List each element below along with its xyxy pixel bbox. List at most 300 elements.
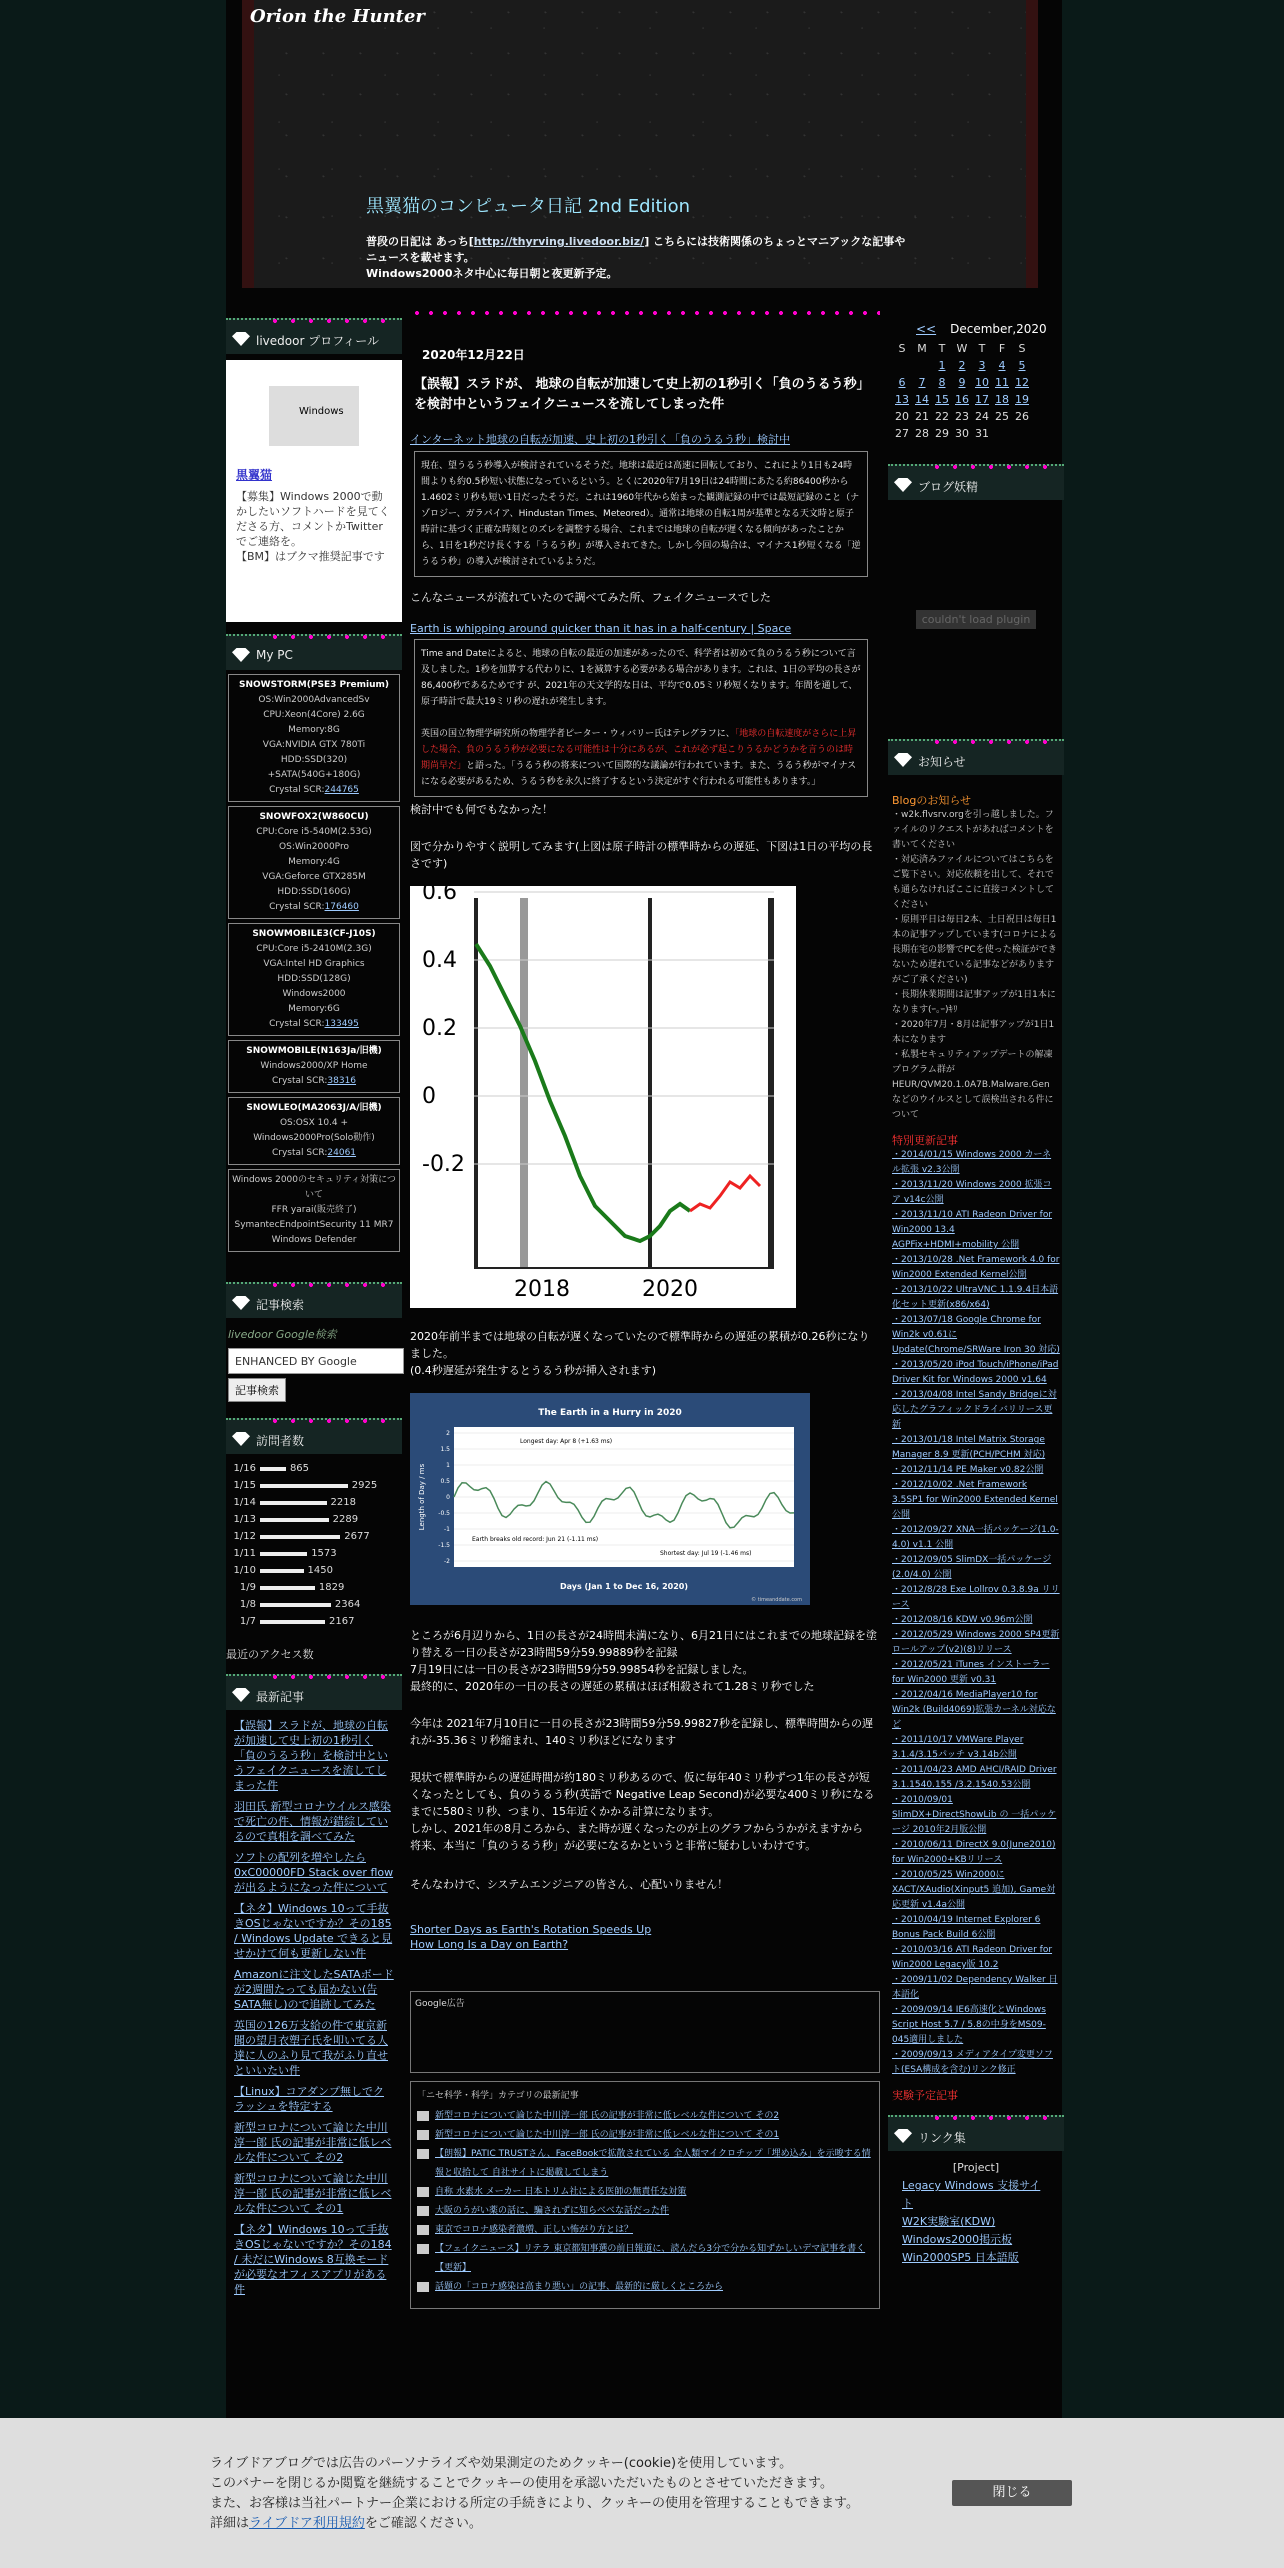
visit-row bbox=[230, 1596, 398, 1613]
pc-spec: Memory:4G bbox=[288, 857, 340, 867]
recent-article-link[interactable]: Amazonに注文したSATAボードが2週間たっても届かない(告SATA無し)ので追跡してみた bbox=[234, 1968, 394, 2011]
search-logo: livedoor Google検索 bbox=[228, 1328, 337, 1341]
calendar-cell bbox=[932, 374, 952, 391]
category-item bbox=[417, 2107, 873, 2126]
profile-box bbox=[226, 360, 402, 622]
google-ad-box[interactable] bbox=[410, 1991, 880, 2073]
para-5: ところが6月辺りから、1日の長さが24時間未満になり、6月21日にはこれまでの地球記録を塗り替える一日の長さが23時間59分59.99889秒を記録 7月19日には一日の長さが23時間59分59.99854秒を記録しました。 最終的に、2020年の一日の長さの遅延の累積はほぼ相殺されて1.28ミリ秒でした bbox=[410, 1629, 877, 1693]
visit-count: 2167 bbox=[329, 1616, 355, 1627]
recent-article-link[interactable]: 【誤報】スラドが、地球の自転が加速して史上初の1秒引く「負のうるう秒」を検討中というフェイクニュースを流してしまった件 bbox=[234, 1719, 388, 1792]
site-title[interactable]: Orion the Hunter bbox=[250, 6, 425, 27]
visit-date: 1/14 bbox=[233, 1497, 256, 1508]
calendar-date-link[interactable]: 9 bbox=[958, 376, 966, 389]
x-tick-label: 2018 bbox=[514, 1277, 570, 1302]
calendar-date-link[interactable]: 4 bbox=[998, 359, 1006, 372]
post-title[interactable]: 【誤報】スラドが、 地球の自転が加速して史上初の1秒引く「負のうるう秒」を検討中というフェイクニュースを流してしまった件 bbox=[414, 377, 870, 412]
pc-name: SNOWMOBILE(N163Ja/旧機) bbox=[246, 1046, 382, 1056]
y-tick-label: -2 bbox=[444, 1558, 450, 1565]
pc-name: SNOWLEO(MA2063J/A/旧機) bbox=[246, 1103, 382, 1113]
mypc-header-text: My PC bbox=[256, 648, 293, 662]
bullet-icon bbox=[417, 2206, 429, 2216]
y-ticks bbox=[422, 886, 465, 1177]
y-tick-label: -0.5 bbox=[438, 1510, 450, 1517]
ref-link-2[interactable]: How Long Is a Day on Earth? bbox=[410, 1938, 569, 1951]
calendar-cell bbox=[892, 374, 912, 391]
grey-bar bbox=[520, 898, 528, 1268]
recent-header bbox=[226, 1674, 402, 1710]
y-tick-label: -1 bbox=[444, 1526, 450, 1533]
visit-bar bbox=[260, 1569, 304, 1573]
category-list bbox=[417, 2107, 873, 2297]
special-article-link[interactable]: ・2010/04/19 Internet Explorer 6 Bonus Pack Build 6公開 bbox=[892, 1915, 1041, 1940]
visit-row bbox=[230, 1528, 398, 1545]
calendar-cell bbox=[1012, 391, 1032, 408]
visit-row bbox=[230, 1545, 398, 1562]
pc-list bbox=[226, 674, 402, 1165]
notice-item: ・長期休業期間は記事アップが1日1本になります(ｰ｡ｰ)ｷﾘ bbox=[892, 990, 1056, 1015]
special-article-link[interactable]: ・2009/09/13 メディアタイプ変更ソフト(ESA構成を含む)リンク修正 bbox=[892, 2050, 1053, 2075]
cookie-line-4 bbox=[210, 2514, 1284, 2534]
visit-row bbox=[230, 1494, 398, 1511]
y-tick-label: 0.6 bbox=[422, 886, 457, 905]
visit-count: 2289 bbox=[332, 1514, 359, 1525]
special-article-link[interactable]: ・2012/10/02 .Net Framework 3.5SP1 for Win2000 Extended Kernel公開 bbox=[892, 1480, 1058, 1520]
category-link[interactable]: 新型コロナについて論じた中川淳一郎 氏の記事が非常に低レベルな件について その2 bbox=[435, 2111, 780, 2121]
gem-icon bbox=[894, 2129, 912, 2143]
bullet-icon bbox=[417, 2282, 429, 2292]
calendar-date: 28 bbox=[915, 427, 929, 440]
category-link[interactable]: 自称 水素水 メーカー 日本トリム社による医師の無責任な対策 bbox=[435, 2187, 687, 2197]
calendar-date: 22 bbox=[935, 410, 949, 423]
visit-bar bbox=[260, 1501, 327, 1505]
calendar-cell bbox=[992, 408, 1012, 425]
calendar-date: 25 bbox=[995, 410, 1009, 423]
visits-header bbox=[226, 1418, 402, 1454]
calendar-day-name: S bbox=[1018, 342, 1026, 355]
visit-count: 2925 bbox=[351, 1480, 378, 1491]
pc-spec: VGA:Intel HD Graphics bbox=[263, 959, 365, 969]
pc-spec: HDD:SSD(160G) bbox=[277, 887, 351, 897]
notice-item: ・私製セキュリティアップデートの解凍プログラム群が HEUR/QVM20.1.0A7B.Malware.Gen などのウイルスとして誤検出される件について bbox=[892, 1050, 1054, 1120]
calendar-cell bbox=[1012, 408, 1032, 425]
special-article-link[interactable]: ・2011/10/17 VMWare Player 3.1.4/3.15パッチ v3.14b公開 bbox=[892, 1735, 1024, 1760]
calendar-cell bbox=[892, 391, 912, 408]
visit-bar bbox=[260, 1552, 307, 1556]
pc-spec: OS:OSX 10.4 + bbox=[279, 1118, 349, 1128]
search-header bbox=[226, 1282, 402, 1318]
recent-article-link[interactable]: 【Linux】コアダンプ無しでクラッシュを特定する bbox=[234, 2085, 384, 2113]
calendar-date-link[interactable]: 1 bbox=[938, 359, 946, 372]
recent-header-text: 最新記事 bbox=[256, 1690, 305, 1704]
pc-scr-label: Crystal SCR: bbox=[269, 1019, 325, 1029]
notice-item: ・原則平日は毎日2本、土日祝日は毎日1本の記事アップしています(コロナによる長期在宅の影響でPCを使った検証ができないため遅れている記事などがありますがご了承ください) bbox=[892, 915, 1057, 985]
pc-spec: Memory:8G bbox=[288, 725, 340, 735]
calendar-cell bbox=[932, 425, 952, 442]
para-2: 検討中でも何でもなかった！ bbox=[410, 803, 553, 816]
recent-article-link[interactable]: 新型コロナについて論じた中川淳一郎 氏の記事が非常に低レベルな件について その2 bbox=[234, 2121, 392, 2164]
header-rim-left bbox=[242, 0, 254, 288]
para-1: こんなニュースが流れていたので調べてみた所、フェイクニュースでした bbox=[410, 591, 771, 604]
calendar-cell bbox=[952, 357, 972, 374]
visit-bar bbox=[260, 1603, 331, 1607]
link-item[interactable]: Legacy Windows 支援サイト bbox=[902, 2179, 1041, 2210]
edge-bar-mid bbox=[648, 898, 652, 1268]
x-tick-label: 2020 bbox=[642, 1277, 698, 1302]
calendar-table bbox=[892, 340, 1032, 442]
gem-icon bbox=[232, 1296, 250, 1310]
pc-box bbox=[228, 1097, 400, 1165]
calendar-body bbox=[892, 357, 1032, 442]
security-item[interactable]: Windows 2000のセキュリティ対策について bbox=[232, 1175, 396, 1200]
visit-bar bbox=[260, 1518, 329, 1522]
calendar-date-link[interactable]: 10 bbox=[975, 376, 989, 389]
calendar-date-link[interactable]: 13 bbox=[895, 393, 909, 406]
pc-spec: +SATA(540G+180G) bbox=[267, 770, 361, 780]
bullet-icon bbox=[417, 2111, 429, 2121]
bullet-icon bbox=[417, 2244, 429, 2254]
ref-link-1[interactable]: Shorter Days as Earth's Rotation Speeds Up bbox=[410, 1923, 652, 1936]
special-article-link[interactable]: ・2012/09/05 SlimDX一括パッケージ(2.0/4.0) 公開 bbox=[892, 1555, 1052, 1580]
category-link[interactable]: 【フェイクニュース】リテラ 東京都知事選の前日報道に、読んだら3分で分かる知ずかしいデマ記事を書く【更新】 bbox=[435, 2244, 866, 2273]
links-list bbox=[902, 2177, 1050, 2267]
para-7: 現状で標準時からの遅延時間が約180ミリ秒あるので、仮に毎年40ミリ秒ずつ1年の長さが短くなったとしても、負のうるう秒(英語で Negative Leap Second)が必要な400ミリ秒になるまでに580ミリ秒、つまり、15年近くかかる計算になります。 しかし、2021年の8月ころから、また時が遅くなったのが上のグラフからうかがえますから 将来、本当に「負のうるう秒」が必要になるかというと非常に疑わしいわけです。 bbox=[410, 1771, 875, 1852]
calendar-week bbox=[892, 408, 1032, 425]
post-date: 2020年12月22日 bbox=[422, 348, 525, 362]
category-link[interactable]: 新型コロナについて論じた中川淳一郎 氏の記事が非常に低レベルな件について その1 bbox=[435, 2130, 780, 2140]
cookie-line-1: ライブドアブログでは広告のパーソナライズや効果測定のためクッキー(cookie)を使用しています。 bbox=[210, 2456, 793, 2471]
cookie-close-button[interactable]: 閉じる bbox=[952, 2480, 1072, 2506]
visit-count: 1573 bbox=[311, 1548, 337, 1559]
notice-header-text: お知らせ bbox=[918, 755, 966, 769]
recent-article-link[interactable]: 英国の126万支給の件で東京新聞の望月衣塑子氏を叩いてる人達に人のふり見て我がふり直せといいたい件 bbox=[234, 2019, 388, 2077]
chart2-credit: © timeanddate.com bbox=[751, 1597, 802, 1603]
special-article-link[interactable]: ・2012/04/16 MediaPlayer10 for Win2k (Build4069)拡張カーネル対応など bbox=[892, 1690, 1056, 1730]
calendar-cell bbox=[912, 357, 932, 374]
visit-row bbox=[230, 1511, 398, 1528]
bullet-icon bbox=[417, 2149, 429, 2159]
pc-scr-link[interactable]: 38316 bbox=[327, 1076, 357, 1086]
recent-article-link[interactable]: 新型コロナについて論じた中川淳一郎 氏の記事が非常に低レベルな件について その1 bbox=[234, 2172, 392, 2215]
profile-desc: 【募集】Windows 2000で動かしたいソフトハードを見てくださる方、コメントかTwitterでご連絡を。 【BM】はブクマ推奨記事です bbox=[236, 490, 390, 563]
main-content bbox=[410, 310, 880, 2309]
calendar-date: 21 bbox=[915, 410, 929, 423]
special-article-link[interactable]: ・2009/09/14 IE6高速化とWindows Script Host 5.7 / 5.8の中身をMS09-045適用しました bbox=[892, 2005, 1046, 2045]
calendar-date-link[interactable]: 12 bbox=[1015, 376, 1029, 389]
search-header-text: 記事検索 bbox=[256, 1298, 305, 1312]
special-article-link[interactable]: ・2012/8/28 Exe Lollrov 0.3.8.9a リリース bbox=[892, 1585, 1060, 1610]
notice-item: ・w2k.flvsrv.orgを引っ越しました。ファイルのリクエストがあればコメントを書いてください bbox=[892, 810, 1054, 850]
recent-article-link[interactable]: 【ネタ】Windows 10って手抜きOSじゃないですか？その185 / Windows Update できると見せかけて何も更新しない件 bbox=[234, 1902, 393, 1960]
visit-date: 1/9 bbox=[239, 1582, 256, 1593]
calendar bbox=[888, 318, 1064, 442]
calendar-cell bbox=[972, 357, 992, 374]
pc-box bbox=[228, 1040, 400, 1093]
recent-article-link[interactable]: 羽田氏 新型コロナウイルス感染で死亡の件、情報が錯綜しているので真相を調べてみた bbox=[234, 1800, 391, 1843]
quote-2b-red: 「地球の自転速度がさらに上昇した場合、負のうるう秒が必要になる可能性は十分にあるが、これが必ず起こりうるかどうかを言うのは時期尚早だ」 bbox=[421, 729, 857, 771]
calendar-cell bbox=[932, 408, 952, 425]
visit-row bbox=[230, 1579, 398, 1596]
bullet-icon bbox=[417, 2130, 429, 2140]
pc-spec: HDD:SSD(320) bbox=[280, 755, 348, 765]
special-article-link[interactable]: ・2013/05/20 iPod Touch/iPhone/iPad Driver Kit for Windows 2000 v1.64 bbox=[892, 1360, 1059, 1385]
calendar-cell bbox=[992, 425, 1012, 442]
special-article-link[interactable]: ・2009/11/02 Dependency Walker 日本語化 bbox=[892, 1975, 1058, 2000]
fairy-header-text: ブログ妖精 bbox=[918, 480, 979, 494]
chart2-xlabel: Days (Jan 1 to Dec 16, 2020) bbox=[560, 1582, 688, 1591]
special-article-link[interactable]: ・2013/04/08 Intel Sandy Bridgeに対応したグラフィックドライバリリース更新 bbox=[892, 1390, 1057, 1430]
x-ticks bbox=[514, 1277, 698, 1302]
annotation-shortest: Shortest day: Jul 19 (-1.46 ms) bbox=[660, 1550, 752, 1557]
special-article-link[interactable]: ・2013/01/18 Intel Matrix Storage Manager 8.9 更新(PCH/PCHM 対応) bbox=[892, 1435, 1046, 1460]
calendar-date-link[interactable]: 7 bbox=[918, 376, 926, 389]
pc-name: SNOWFOX2(W860CU) bbox=[259, 812, 369, 822]
blog-notice-title: Blogのお知らせ bbox=[892, 794, 971, 807]
cookie-line-4-before: 詳細は bbox=[210, 2516, 250, 2531]
visit-bar bbox=[260, 1467, 286, 1471]
edge-bar-left bbox=[474, 898, 478, 1268]
calendar-date-link[interactable]: 11 bbox=[995, 376, 1009, 389]
bullet-icon bbox=[417, 2187, 429, 2197]
link-item[interactable]: Win2000SP5 日本語版 bbox=[902, 2251, 1019, 2264]
search-box bbox=[226, 1318, 402, 1410]
calendar-cell bbox=[952, 408, 972, 425]
calendar-cell bbox=[932, 391, 952, 408]
calendar-date-link[interactable]: 5 bbox=[1018, 359, 1026, 372]
calendar-cell bbox=[992, 357, 1012, 374]
special-article-link[interactable]: ・2010/06/11 DirectX 9.0(June2010) for Win2000+KBリリース bbox=[892, 1840, 1056, 1865]
category-item bbox=[417, 2240, 873, 2278]
y-tick-label: 2 bbox=[446, 1430, 450, 1437]
calendar-date-link[interactable]: 14 bbox=[915, 393, 929, 406]
category-item bbox=[417, 2126, 873, 2145]
category-box bbox=[410, 2081, 880, 2309]
recent-article-link[interactable]: 【ネタ】Windows 10って手抜きOSじゃないですか？その184 / 未だにWindows 8互換モードが必要なオフィスアプリがある件 bbox=[234, 2223, 392, 2296]
security-item: FFR yarai(販売終了) bbox=[271, 1205, 357, 1215]
special-title: 特別更新記事 bbox=[892, 1134, 958, 1147]
chart2-ylabel: Length of Day / ms bbox=[418, 1463, 426, 1531]
calendar-cell bbox=[892, 408, 912, 425]
gem-icon bbox=[232, 648, 250, 662]
special-article-link[interactable]: ・2012/11/14 PE Maker v0.82公開 bbox=[892, 1465, 1044, 1475]
gem-icon bbox=[232, 332, 250, 346]
visit-date: 1/7 bbox=[239, 1616, 256, 1627]
calendar-date: 26 bbox=[1015, 410, 1029, 423]
search-input[interactable]: ENHANCED BY Google bbox=[228, 1348, 404, 1374]
special-article-link[interactable]: ・2012/05/29 Windows 2000 SP4更新ロールアップ(v2)(8)リリース bbox=[892, 1630, 1060, 1655]
edge-bar-right bbox=[768, 898, 774, 1268]
visit-row bbox=[230, 1477, 398, 1494]
calendar-cell bbox=[912, 425, 932, 442]
calendar-cell bbox=[1012, 374, 1032, 391]
pc-spec: OS:Win2000Pro bbox=[279, 842, 349, 852]
divider-dots bbox=[410, 310, 880, 316]
recent-article-link[interactable]: ソフトの配列を増やしたら0xC00000FD Stack over flowが出るようになった件について bbox=[234, 1851, 394, 1894]
profile-header bbox=[226, 318, 402, 354]
quote-2a: Time and Dateによると、地球の自転の最近の加速があったので、科学者は初めて負のうるう秒について言及しました。1秒を加算する代わりに、1を減算する必要がある場合があります。これは、1日の平均の長さが86,400秒であるためです が、2021年の天文学的な日は、平均で0.05ミリ秒短くなります。年間を通して、原子時計で最大19ミリ秒の遅れが発生します。 bbox=[421, 649, 861, 707]
category-link[interactable]: 【朗報】PATIC TRUSTさん、FaceBookで拡散されている 全人類マイクロチップ「埋め込み」を示唆する情報と収拾して 自社サイトに掲載してしまう bbox=[435, 2149, 871, 2178]
special-article-link[interactable]: ・2014/01/15 Windows 2000 カーネル拡張 v2.3公開 bbox=[892, 1150, 1052, 1175]
visit-bar bbox=[260, 1484, 348, 1488]
ad-label: Google広告 bbox=[415, 1999, 465, 2009]
gem-icon bbox=[232, 1688, 250, 1702]
para-3: 図で分かりやすく説明してみます(上図は原子時計の標準時からの遅延、下図は1日の平均の長さです) bbox=[410, 840, 873, 870]
para-4a: 2020年前半までは地球の自転が遅くなっていたので標準時からの遅延の累積が0.26秒になりました。 bbox=[410, 1330, 870, 1360]
calendar-date-link[interactable]: 18 bbox=[995, 393, 1009, 406]
calendar-date-link[interactable]: 15 bbox=[935, 393, 949, 406]
calendar-day-name: T bbox=[978, 342, 986, 355]
calendar-date: 23 bbox=[955, 410, 969, 423]
pc-scr-label: Crystal SCR: bbox=[269, 902, 325, 912]
source-link-2[interactable]: Earth is whipping around quicker than it has in a half-century | Space bbox=[410, 622, 792, 635]
category-item bbox=[417, 2183, 873, 2202]
calendar-date-link[interactable]: 3 bbox=[978, 359, 986, 372]
profile-header-text: livedoor プロフィール bbox=[256, 334, 380, 348]
calendar-date-link[interactable]: 19 bbox=[1015, 393, 1029, 406]
calendar-day-name: S bbox=[898, 342, 906, 355]
special-article-link[interactable]: ・2012/09/27 XNA一括パッケージ(1.0-4.0) v1.1 公開 bbox=[892, 1525, 1059, 1550]
recent-list bbox=[226, 1710, 402, 2311]
pc-scr-link[interactable]: 244765 bbox=[324, 785, 359, 795]
para-8: そんなわけで、システムエンジニアの皆さん、心配いりません！ bbox=[410, 1878, 729, 1891]
special-article-link[interactable]: ・2011/04/23 AMD AHCI/RAID Driver 3.1.1540.155 /3.2.1540.53公開 bbox=[892, 1765, 1057, 1790]
category-link[interactable]: 大阪のうがい薬の話に、騙されずに知らべべな話だった件 bbox=[435, 2206, 670, 2216]
calendar-cell bbox=[892, 357, 912, 374]
category-item bbox=[417, 2145, 873, 2183]
pc-scr-label: Crystal SCR: bbox=[271, 1148, 328, 1158]
special-article-link[interactable]: ・2012/05/21 iTunes インストーラー for Win2000 更新 v0.31 bbox=[892, 1660, 1050, 1685]
calendar-day-name: F bbox=[998, 342, 1006, 355]
category-link[interactable]: 話題の「コロナ感染は高まり悪い」の記事、最新的に厳しくところから bbox=[435, 2282, 724, 2292]
cookie-banner bbox=[0, 2418, 1284, 2568]
special-article-link[interactable]: ・2013/07/18 Google Chrome for Win2k v0.61に Update(Chrome/SRWare Iron 30 対応) bbox=[892, 1315, 1060, 1355]
calendar-cell bbox=[1012, 357, 1032, 374]
chart-day-length bbox=[410, 1393, 810, 1605]
calendar-day-name: W bbox=[956, 342, 968, 355]
visits-list bbox=[226, 1454, 402, 1636]
fairy-header bbox=[888, 464, 1064, 500]
avatar[interactable] bbox=[269, 386, 359, 446]
search-button[interactable]: 記事検索 bbox=[228, 1378, 286, 1402]
gem-icon bbox=[894, 753, 912, 767]
visit-row bbox=[230, 1562, 398, 1579]
calendar-date: 24 bbox=[975, 410, 989, 423]
bullet-icon bbox=[417, 2225, 429, 2235]
links-header-text: リンク集 bbox=[918, 2131, 966, 2145]
calendar-date: 27 bbox=[895, 427, 909, 440]
security-item: Windows Defender bbox=[271, 1235, 357, 1245]
blog-header bbox=[242, 0, 1038, 288]
calendar-week bbox=[892, 391, 1032, 408]
desc-line2: Windows2000ネタ中心に毎日朝と夜更新予定。 bbox=[366, 267, 618, 280]
link-item[interactable]: W2K実験室(KDW) bbox=[902, 2215, 996, 2228]
calendar-cell bbox=[952, 391, 972, 408]
visit-count: 1829 bbox=[318, 1582, 345, 1593]
quote-1: 現在、望うるう秒導入が検討されているそうだ。地球は最近は高速に回転しており、これにより1日も24時間よりも約0.5秒短い状態になっているという。とくに2020年7月19日は24時間にあたる約86400秒から1.4602ミリ秒も短い1日だったそうだ。これは1960年代から始まった観測記録の中では最短記録のこと（ナゾロジー、ガラパイア、Hindustan Times、Meteored）。通常は地球の自転1周が基準となる天文時と原子時計に基づく正確な時刻とのズレを調整する場合、これまでは地球の自転が遅くなる傾向があったことから、1日を1秒だけ長くする「うるう秒」が導入されてきた。しかし今回の場合は、マイナス1秒短くなる「逆うるう秒」の導入が検討されているようだ。 bbox=[414, 451, 868, 577]
y-tick-label: 1 bbox=[446, 1462, 450, 1469]
y-tick-label: -0.2 bbox=[422, 1152, 465, 1177]
notice-item: ・対応済みファイルについてはこちらをご覧下さい。対応依頼を出して、それでも通らなければここに直接コメントしてください bbox=[892, 855, 1055, 910]
pc-spec: Windows2000 bbox=[282, 989, 346, 999]
security-item: SymantecEndpointSecurity 11 MR7 bbox=[234, 1220, 394, 1230]
category-header: 「ニセ科学・科学」カテゴリの最新記事 bbox=[417, 2091, 579, 2101]
blog-title[interactable]: 黒翼猫のコンピュータ日記 2nd Edition bbox=[366, 196, 691, 217]
visit-date: 1/15 bbox=[233, 1480, 256, 1491]
visit-date: 1/11 bbox=[233, 1548, 256, 1559]
desc-link[interactable]: http://thyrving.livedoor.biz/ bbox=[473, 235, 645, 248]
pc-scr-link[interactable]: 176460 bbox=[324, 902, 359, 912]
calendar-week bbox=[892, 374, 1032, 391]
calendar-cell bbox=[972, 391, 992, 408]
special-article-link[interactable]: ・2010/05/25 Win2000にXACT/XAudio(Xinput5 追加), Game対応更新 v1.4a公開 bbox=[892, 1870, 1056, 1910]
special-article-link[interactable]: ・2013/10/28 .Net Framework 4.0 for Win2000 Extended Kernel公開 bbox=[892, 1255, 1060, 1280]
special-article-link[interactable]: ・2013/11/10 ATI Radeon Driver for Win2000 13.4 AGPFix+HDMI+mobility 公開 bbox=[892, 1210, 1053, 1250]
category-item bbox=[417, 2221, 873, 2240]
calendar-date-link[interactable]: 16 bbox=[955, 393, 969, 406]
special-article-link[interactable]: ・2010/09/01 SlimDX+DirectShowLib の 一括パッケージ 2010年2月版公開 bbox=[892, 1795, 1057, 1835]
calendar-date-link[interactable]: 8 bbox=[938, 376, 946, 389]
pc-spec: HDD:SSD(128G) bbox=[277, 974, 351, 984]
y-tick-label: 1.5 bbox=[440, 1446, 450, 1453]
visit-count: 2364 bbox=[334, 1599, 361, 1610]
special-article-link[interactable]: ・2010/03/16 ATI Radeon Driver for Win2000 Legacy版 10.2 bbox=[892, 1945, 1053, 1970]
calendar-cell bbox=[912, 374, 932, 391]
profile-name[interactable]: 黒翼猫 bbox=[236, 468, 273, 482]
header-rim-right bbox=[1026, 0, 1038, 288]
calendar-cell bbox=[972, 425, 992, 442]
notice-header bbox=[888, 739, 1064, 775]
pc-name: SNOWMOBILE3(CF-J10S) bbox=[252, 929, 376, 939]
security-box bbox=[228, 1169, 400, 1252]
special-article-link[interactable]: ・2013/10/22 UltraVNC 1.1.9.4日本語化セット更新(x86/x64) bbox=[892, 1285, 1059, 1310]
visit-count: 1450 bbox=[307, 1565, 333, 1576]
category-item bbox=[417, 2202, 873, 2221]
pc-scr-link[interactable]: 24061 bbox=[327, 1148, 357, 1158]
calendar-date: 29 bbox=[935, 427, 949, 440]
calendar-cell bbox=[912, 391, 932, 408]
quote-2b-after: と語った。「うるう秒の将来について国際的な議論が行われています。また、うるう秒がマイナスになる必要があるため、うるう秒を永久に終了するという決定がすぐ行われる可能性もあります。」 bbox=[421, 761, 857, 787]
desc-text: 普段の日記は あっち[ bbox=[366, 235, 474, 248]
calendar-cell bbox=[992, 374, 1012, 391]
calendar-cell bbox=[952, 374, 972, 391]
pc-spec: CPU:Core i5-540M(2.53G) bbox=[256, 827, 372, 837]
pc-name: SNOWSTORM(PSE3 Premium) bbox=[239, 680, 389, 690]
special-article-link[interactable]: ・2013/11/20 Windows 2000 拡張コア v14c公開 bbox=[892, 1180, 1052, 1205]
calendar-day-name: M bbox=[917, 342, 927, 355]
special-article-link[interactable]: ・2012/08/16 KDW v0.96m公開 bbox=[892, 1615, 1033, 1625]
calendar-date-link[interactable]: 17 bbox=[975, 393, 989, 406]
terms-link[interactable]: ライブドア利用規約 bbox=[249, 2516, 365, 2531]
mypc-header bbox=[226, 634, 402, 670]
link-item[interactable]: Windows2000掲示板 bbox=[902, 2233, 1013, 2246]
calendar-date: 31 bbox=[975, 427, 989, 440]
calendar-date-link[interactable]: 2 bbox=[958, 359, 966, 372]
calendar-date-link[interactable]: 6 bbox=[898, 376, 906, 389]
category-link[interactable]: 東京でコロナ感染者激増、正しい怖がり方とは？ bbox=[435, 2225, 634, 2235]
calendar-week bbox=[892, 425, 1032, 442]
notice-box bbox=[888, 775, 1064, 2111]
access-title: 最近のアクセス数 bbox=[226, 1648, 314, 1661]
pc-spec: OS:Win2000AdvancedSv bbox=[258, 695, 370, 705]
pc-scr-link[interactable]: 133495 bbox=[324, 1019, 359, 1029]
visit-bar bbox=[260, 1535, 340, 1539]
visit-count: 865 bbox=[289, 1463, 310, 1474]
pc-spec: Windows2000/XP Home bbox=[260, 1061, 368, 1071]
chart-leap-svg bbox=[410, 886, 796, 1308]
source-link-1[interactable]: インターネット地球の自転が加速、史上初の1秒引く「負のうるう秒」検討中 bbox=[410, 433, 791, 446]
calendar-prev[interactable]: << bbox=[916, 322, 937, 336]
visit-row bbox=[230, 1613, 398, 1630]
pc-spec: VGA:NVIDIA GTX 780Ti bbox=[262, 740, 366, 750]
